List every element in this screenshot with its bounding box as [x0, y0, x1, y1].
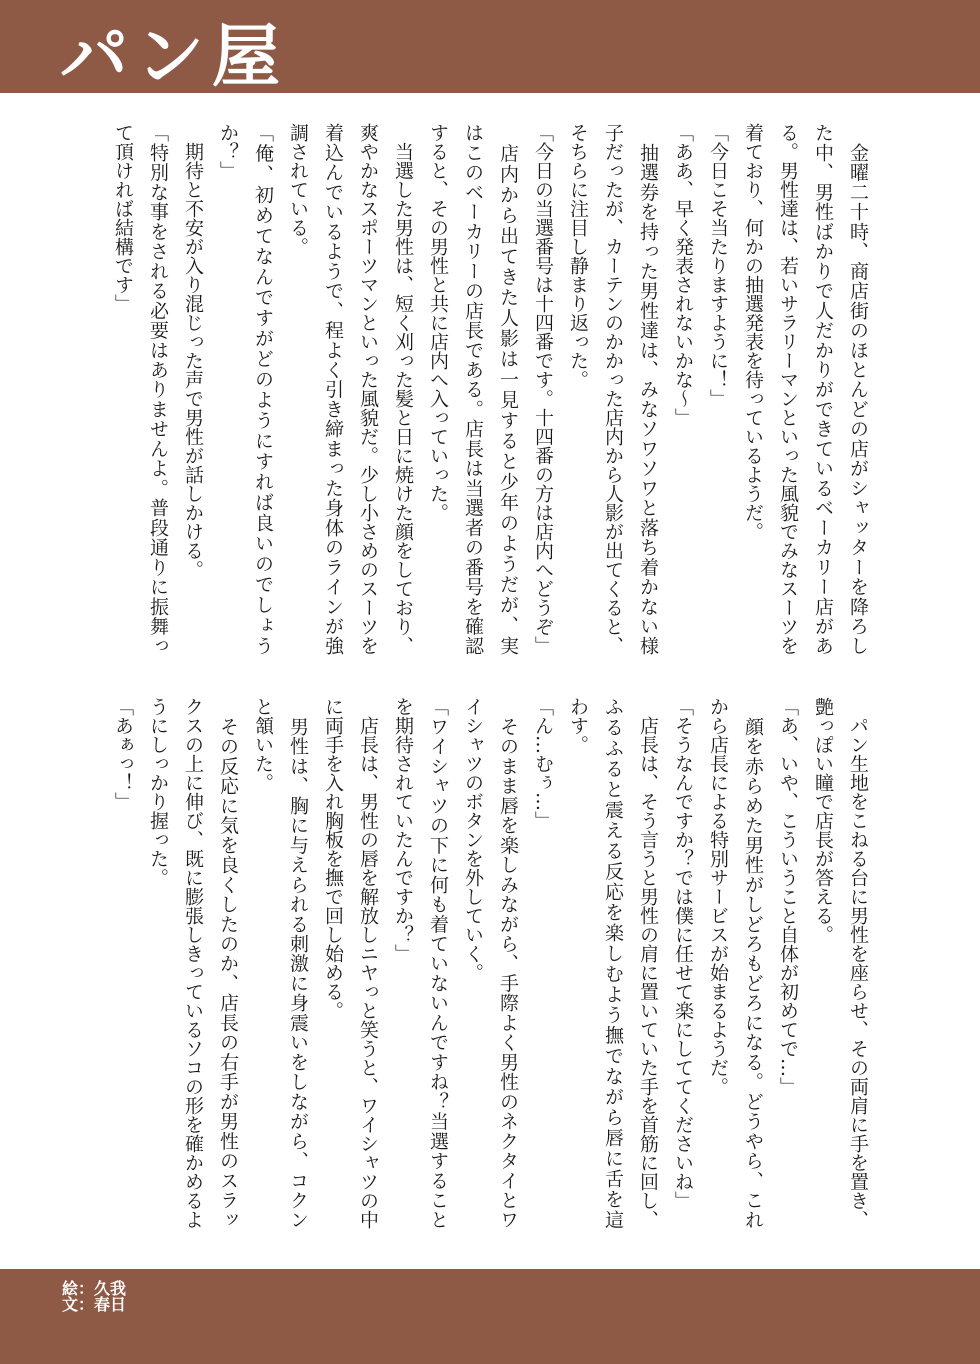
text-column: そちらに注目し静まり返った。: [567, 123, 589, 389]
text-column: 男性は、胸に与えられる刺激に身震いをしながら、コクン: [287, 697, 309, 1229]
dialogue-column: 「今日の当選番号は十四番です。十四番の方は店内へどうぞ」: [532, 123, 554, 655]
dialogue-column: 「今日こそ当たりますように！」: [707, 123, 729, 408]
text-column: パン生地をこねる台に男性を座らせ、その両肩に手を置き、: [847, 697, 869, 1229]
text-column: そのまま唇を楽しみながら、手際よく男性のネクタイとワ: [497, 697, 519, 1229]
dialogue-column: か？」: [217, 123, 239, 180]
text-column: はこのベーカリーの店長である。店長は当選者の番号を確認: [462, 123, 484, 655]
text-column: る。男性達は、若いサラリーマンといった風貌でみなスーツを: [777, 123, 799, 655]
dialogue-column: 「特別な事をされる必要はありませんよ。普段通りに振舞っ: [147, 123, 169, 655]
text-column: クスの上に伸び、既に膨張しきっているソコの形を確かめるよ: [182, 697, 204, 1229]
dialogue-column: て頂ければ結構です」: [112, 123, 134, 313]
text-column: 着ており、何かの抽選発表を待っているようだ。: [742, 123, 764, 541]
text-column: から店長による特別サービスが始まるようだ。: [707, 697, 729, 1096]
text-column: 店長は、そう言うと男性の肩に置いていた手を首筋に回し、: [637, 697, 659, 1229]
credits: [62, 1281, 126, 1313]
illustration-credit: 絵：久我: [62, 1279, 127, 1298]
dialogue-column: 「ああ、早く発表されないかな〜」: [672, 123, 694, 427]
text-column: た中、男性ばかりで人だかりができているベーカリー店があ: [812, 123, 834, 655]
text-column: 調されている。: [287, 123, 309, 256]
text-column: その反応に気を良くしたのか、店長の右手が男性のスラッ: [217, 697, 239, 1229]
text-column: と頷いた。: [252, 697, 274, 792]
text-column: 店内から出てきた人影は一見すると少年のようだが、実: [497, 123, 519, 655]
page-title: パン屋: [60, 18, 289, 97]
text-column: 艶っぽい瞳で店長が答える。: [812, 697, 834, 944]
text-column: 店長は、男性の唇を解放しニヤっと笑うと、ワイシャツの中: [357, 697, 379, 1229]
text-column: わす。: [567, 697, 589, 754]
text-column: 爽やかなスポーツマンといった風貌だ。少し小さめのスーツを: [357, 123, 379, 655]
text-column: 子だったが、カーテンのかかった店内から人影が出てくると、: [602, 123, 624, 655]
story-text-lower-block: [105, 697, 875, 1231]
header-banner: [0, 0, 980, 97]
text-column: 顔を赤らめた男性がしどろもどろになる。どうやら、これ: [742, 697, 764, 1229]
dialogue-column: を期待されていたんですか？」: [392, 697, 414, 963]
dialogue-column: 「そうなんですか？では僕に任せて楽にしててくださいね」: [672, 697, 694, 1210]
footer-banner: [0, 1269, 980, 1364]
dialogue-column: 「あぁっ！」: [112, 697, 134, 811]
dialogue-column: 「あ、いや、こういうこと自体が初めてで…」: [777, 697, 799, 1096]
text-column: 着込んでいるようで、程よく引き締まった身体のラインが強: [322, 123, 344, 656]
text-column: に両手を入れ胸板を撫で回し始める。: [322, 697, 344, 1020]
text-column: 当選した男性は、短く刈った髪と日に焼けた顔をしており、: [392, 123, 414, 655]
dialogue-column: 「ん…むぅ…」: [532, 697, 554, 830]
text-column: 期待と不安が入り混じった声で男性が話しかける。: [182, 123, 204, 579]
dialogue-column: 「俺、初めてなんですがどのようにすれば良いのでしょう: [252, 123, 274, 655]
text-column: イシャツのボタンを外していく。: [462, 697, 484, 982]
text-credit: 文：春日: [62, 1295, 127, 1314]
dialogue-column: 「ワイシャツの下に何も着ていないんですね？当選すること: [427, 697, 449, 1229]
text-column: 抽選券を持った男性達は、みなソワソワと落ち着かない様: [637, 123, 659, 656]
text-column: うにしっかり握った。: [147, 697, 169, 887]
text-column: すると、その男性と共に店内へ入っていった。: [427, 123, 449, 522]
text-column: 金曜二十時、商店街のほとんどの店がシャッターを降ろし: [847, 123, 869, 655]
story-text-upper-block: [105, 123, 875, 657]
text-column: ふるふると震える反応を楽しむよう撫でながら唇に舌を這: [602, 697, 624, 1229]
